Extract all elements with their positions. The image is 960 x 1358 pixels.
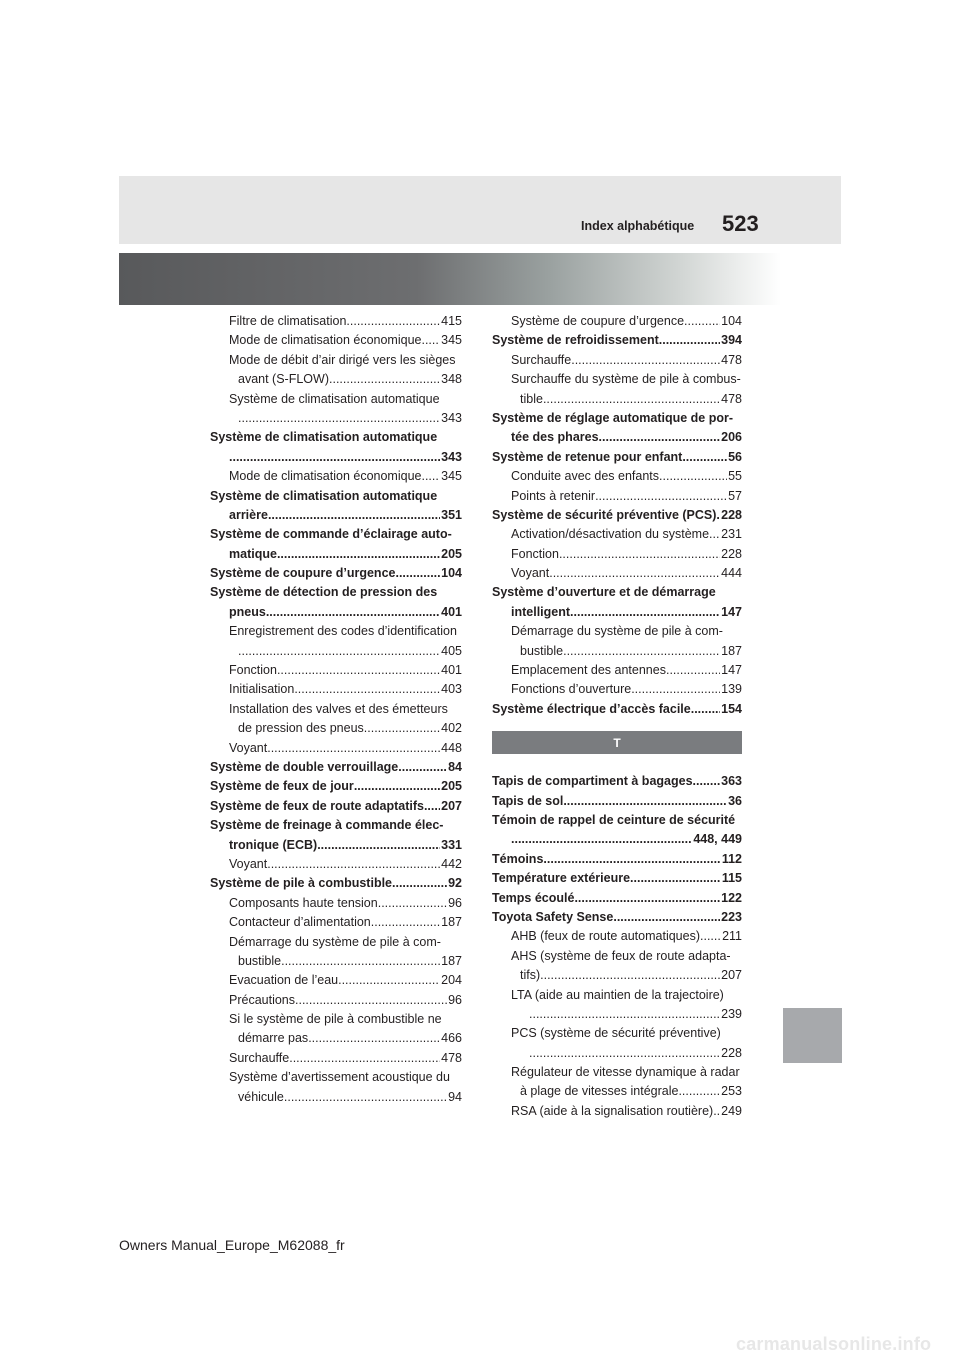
index-entry xyxy=(210,545,462,564)
index-entry-page: 401 xyxy=(441,663,462,678)
index-entry xyxy=(210,525,462,544)
index-entry xyxy=(210,428,462,447)
index-entry-text: Système de climatisation automatique xyxy=(229,391,440,406)
index-entry-text: intelligent xyxy=(511,604,571,619)
index-entry-page: 363 xyxy=(721,774,742,789)
index-entry xyxy=(492,1082,742,1101)
dot-leader xyxy=(563,792,727,811)
dot-leader xyxy=(284,1088,447,1107)
dot-leader xyxy=(346,312,440,331)
index-entry-text: Système d’avertissement acoustique du xyxy=(229,1070,450,1085)
dot-leader xyxy=(354,777,440,796)
dot-leader xyxy=(266,603,440,622)
index-entry-page: 147 xyxy=(721,663,742,678)
index-entry-text: Voyant xyxy=(229,856,268,871)
index-entry-page: 348 xyxy=(441,372,462,387)
index-entry xyxy=(492,506,742,525)
chapter-side-tab xyxy=(783,1008,842,1063)
index-entry-text: Toyota Safety Sense xyxy=(492,909,614,924)
index-entry-text: Système de sécurité préventive (PCS) xyxy=(492,507,717,522)
index-entry-text: AHS (système de feux de route adapta- xyxy=(511,948,731,963)
index-entry-page: 402 xyxy=(441,721,462,736)
footer-document-id: Owners Manual_Europe_M62088_fr xyxy=(119,1237,345,1253)
index-entry xyxy=(492,409,742,428)
index-entry-text: matique xyxy=(229,546,277,561)
dot-leader xyxy=(693,772,721,791)
index-entry xyxy=(492,448,742,467)
page-number: 523 xyxy=(722,211,759,236)
index-entry-text: LTA (aide au maintien de la trajectoire) xyxy=(511,987,724,1002)
index-entry-page: 478 xyxy=(441,1050,462,1065)
index-entry xyxy=(492,966,742,985)
index-entry-text: Composants haute tension xyxy=(229,895,378,910)
index-entry xyxy=(210,642,462,661)
decorative-gradient-band xyxy=(119,253,781,305)
index-entry xyxy=(210,409,462,428)
index-entry-text: Fonction xyxy=(229,663,277,678)
index-entry xyxy=(492,467,742,486)
index-entry xyxy=(492,889,742,908)
index-entry-page: 343 xyxy=(441,449,462,464)
index-entry-text: Système de freinage à commande élec- xyxy=(210,818,444,833)
dot-leader xyxy=(574,889,720,908)
index-entry-text: Tapis de compartiment à bagages xyxy=(492,774,693,789)
index-entry-page: 466 xyxy=(441,1031,462,1046)
index-entry xyxy=(210,370,462,389)
index-entry-page: 249 xyxy=(721,1103,742,1118)
index-entry-text: Temps écoulé xyxy=(492,890,575,905)
index-entry xyxy=(492,525,742,544)
index-entry-text: Système électrique d’accès facile xyxy=(492,701,691,716)
dot-leader xyxy=(613,908,720,927)
index-entry-text: Système de pile à combustible xyxy=(210,876,393,891)
index-entry-text: tronique (ECB) xyxy=(229,837,318,852)
index-entry xyxy=(210,933,462,952)
index-entry xyxy=(492,603,742,622)
dot-leader xyxy=(659,331,720,350)
index-entry-page: 147 xyxy=(721,604,742,619)
dot-leader xyxy=(229,448,440,467)
index-entry xyxy=(492,850,742,869)
dot-leader xyxy=(424,797,440,816)
index-entry-text: Système d’ouverture et de démarrage xyxy=(492,585,716,600)
dot-leader xyxy=(238,409,440,428)
index-entry xyxy=(492,331,742,350)
index-entry xyxy=(210,719,462,738)
index-entry-page: 96 xyxy=(448,992,462,1007)
index-entry xyxy=(210,816,462,835)
index-entry-text: véhicule xyxy=(238,1089,284,1104)
index-entry-page: 331 xyxy=(441,837,462,852)
index-entry xyxy=(492,583,742,602)
index-entry-page: 206 xyxy=(721,430,742,445)
index-entry-page: 115 xyxy=(721,871,742,886)
index-entry xyxy=(210,855,462,874)
dot-leader xyxy=(631,680,720,699)
index-entry-text: tible xyxy=(520,391,543,406)
index-entry xyxy=(210,467,462,486)
index-entry-text: Précautions xyxy=(229,992,296,1007)
index-entry-text: Tapis de sol xyxy=(492,793,564,808)
index-entry-text: Emplacement des antennes xyxy=(511,663,666,678)
index-entry-page: 228 xyxy=(721,507,742,522)
dot-leader xyxy=(329,370,440,389)
index-entry xyxy=(210,758,462,777)
index-entry-text: pneus xyxy=(229,604,266,619)
dot-leader xyxy=(267,855,440,874)
index-entry xyxy=(492,986,742,1005)
index-entry-text: Points à retenir xyxy=(511,488,596,503)
index-entry-text: à plage de vitesses intégrale xyxy=(520,1084,679,1099)
index-entry-page: 55 xyxy=(728,469,742,484)
dot-leader xyxy=(295,991,447,1010)
index-entry-page: 253 xyxy=(721,1084,742,1099)
index-entry-text: Evacuation de l’eau xyxy=(229,973,339,988)
index-column-left xyxy=(210,312,462,1107)
index-entry xyxy=(492,772,742,791)
index-entry-page: 205 xyxy=(441,779,462,794)
dot-leader xyxy=(277,545,440,564)
index-entry-page: 207 xyxy=(441,798,462,813)
index-entry-text: Filtre de climatisation xyxy=(229,314,347,328)
index-entry xyxy=(210,312,462,331)
index-entry-page: 139 xyxy=(721,682,742,697)
index-entry-page: 405 xyxy=(441,643,462,658)
index-entry xyxy=(492,370,742,389)
index-entry xyxy=(210,874,462,893)
index-entry-text: Système de feux de jour xyxy=(210,779,354,794)
index-entry-page: 84 xyxy=(448,759,462,774)
index-entry-page: 415 xyxy=(441,314,462,328)
index-entry xyxy=(492,680,742,699)
index-entry-text: tée des phares xyxy=(511,430,599,445)
index-entry xyxy=(210,913,462,932)
dot-leader xyxy=(395,564,440,583)
index-entry-text: RSA (aide à la signalisation routière) xyxy=(511,1103,714,1118)
dot-leader xyxy=(595,487,727,506)
index-entry xyxy=(210,836,462,855)
index-entry-text: Mode de climatisation économique xyxy=(229,333,422,348)
index-entry-page: 478 xyxy=(721,391,742,406)
index-entry xyxy=(492,792,742,811)
index-entry-page: 448 xyxy=(441,740,462,755)
dot-leader xyxy=(398,758,447,777)
index-entry xyxy=(210,622,462,641)
index-entry-text: Régulateur de vitesse dynamique à radar xyxy=(511,1065,740,1080)
index-entry xyxy=(492,351,742,370)
index-entry-page: 94 xyxy=(448,1089,462,1104)
dot-leader xyxy=(511,830,692,849)
index-group-s-continued xyxy=(492,312,742,719)
index-entry-text: de pression des pneus xyxy=(238,721,364,736)
index-entry xyxy=(492,642,742,661)
index-entry-text: Voyant xyxy=(229,740,268,755)
index-entry-text: Fonctions d’ouverture xyxy=(511,682,632,697)
index-entry-page: 56 xyxy=(728,449,742,464)
index-entry-page: 187 xyxy=(441,915,462,930)
index-entry xyxy=(210,894,462,913)
index-entry xyxy=(210,739,462,758)
index-entry xyxy=(492,869,742,888)
index-entry-text: bustible xyxy=(520,643,564,658)
index-entry-text: démarre pas xyxy=(238,1031,309,1046)
index-entry-text: Activation/désactivation du système xyxy=(511,527,710,542)
dot-leader xyxy=(599,428,721,447)
index-entry xyxy=(210,1029,462,1048)
index-entry-text: Système de double verrouillage xyxy=(210,759,399,774)
dot-leader xyxy=(543,390,720,409)
index-entry-text: Voyant xyxy=(511,566,550,581)
index-entry xyxy=(210,448,462,467)
index-entry-page: 478 xyxy=(721,352,742,367)
index-entry-page: 92 xyxy=(448,876,462,891)
index-entry-text: Système de climatisation automatique xyxy=(210,488,438,503)
index-entry-page: 394 xyxy=(721,333,742,348)
index-entry-page: 154 xyxy=(721,701,742,716)
index-entry-page: 36 xyxy=(728,793,742,808)
index-entry xyxy=(210,700,462,719)
index-entry-page: 228 xyxy=(721,1045,742,1060)
dot-leader xyxy=(700,927,721,946)
index-entry xyxy=(492,545,742,564)
dot-leader xyxy=(659,467,727,486)
index-entry xyxy=(492,564,742,583)
index-entry xyxy=(210,1010,462,1029)
dot-leader xyxy=(529,1005,720,1024)
index-entry-text: arrière xyxy=(229,507,268,522)
letter-heading-t: T xyxy=(492,731,742,754)
watermark: carmanualsonline.info xyxy=(736,1334,932,1354)
index-entry-text: Enregistrement des codes d’identification xyxy=(229,624,457,639)
index-column-right xyxy=(492,312,742,1121)
index-entry xyxy=(492,622,742,641)
index-entry xyxy=(492,661,742,680)
index-entry-page: 187 xyxy=(721,643,742,658)
index-entry xyxy=(210,603,462,622)
index-entry-text: Fonction xyxy=(511,546,559,561)
dot-leader xyxy=(540,966,720,985)
index-entry xyxy=(492,312,742,331)
index-entry-page: 211 xyxy=(722,929,742,944)
dot-leader xyxy=(338,971,440,990)
index-entry xyxy=(492,1102,742,1121)
index-entry-text: Surchauffe du système de pile à combus- xyxy=(511,372,741,387)
dot-leader xyxy=(268,506,440,525)
index-entry xyxy=(210,506,462,525)
index-entry xyxy=(210,797,462,816)
index-entry xyxy=(210,661,462,680)
index-entry xyxy=(210,680,462,699)
index-entry-text: Système de refroidissement xyxy=(492,333,659,348)
index-entry xyxy=(492,700,742,719)
index-entry-text: Température extérieure xyxy=(492,871,631,886)
dot-leader xyxy=(571,351,720,370)
index-entry-text: AHB (feux de route automatiques) xyxy=(511,929,700,944)
index-entry xyxy=(492,811,742,830)
index-entry-page: 448, 449 xyxy=(693,832,742,847)
dot-leader xyxy=(682,448,727,467)
index-entry-text: Système de coupure d’urgence xyxy=(511,314,685,328)
index-entry xyxy=(492,1024,742,1043)
dot-leader xyxy=(281,952,440,971)
index-entry-text: Installation des valves et des émetteurs xyxy=(229,701,448,716)
index-entry xyxy=(492,927,742,946)
index-entry xyxy=(210,777,462,796)
index-entry-page: 345 xyxy=(441,469,462,484)
index-entry xyxy=(492,390,742,409)
dot-leader xyxy=(549,564,720,583)
index-entry xyxy=(492,1005,742,1024)
index-group-t xyxy=(492,772,742,1121)
index-entry-text: Mode de débit d’air dirigé vers les sièges xyxy=(229,352,456,367)
index-entry-page: 204 xyxy=(441,973,462,988)
index-entry xyxy=(210,971,462,990)
index-entry-page: 343 xyxy=(441,410,462,425)
index-entry-text: Système de feux de route adaptatifs xyxy=(210,798,424,813)
dot-leader xyxy=(364,719,440,738)
index-entry-text: Contacteur d’alimentation xyxy=(229,915,371,930)
index-entry-text: Système de retenue pour enfant xyxy=(492,449,683,464)
dot-leader xyxy=(709,525,720,544)
dot-leader xyxy=(691,700,720,719)
index-entry-text: avant (S-FLOW) xyxy=(238,372,329,387)
index-entry-page: 228 xyxy=(721,546,742,561)
dot-leader xyxy=(289,1049,440,1068)
index-entry xyxy=(210,564,462,583)
index-entry-text: Surchauffe xyxy=(511,352,572,367)
index-entry-page: 187 xyxy=(441,953,462,968)
dot-leader xyxy=(570,603,720,622)
index-entry xyxy=(210,583,462,602)
index-entry xyxy=(210,1049,462,1068)
index-entry xyxy=(492,908,742,927)
index-entry-page: 207 xyxy=(721,968,742,983)
dot-leader xyxy=(294,680,440,699)
dot-leader xyxy=(421,331,440,350)
dot-leader xyxy=(630,869,721,888)
index-entry-text: Système de réglage automatique de por- xyxy=(492,410,734,425)
index-entry xyxy=(210,991,462,1010)
index-entry xyxy=(492,1063,742,1082)
index-entry-text: Surchauffe xyxy=(229,1050,290,1065)
dot-leader xyxy=(277,661,440,680)
index-entry-text: bustible xyxy=(238,953,282,968)
index-entry xyxy=(210,487,462,506)
index-entry-page: 345 xyxy=(441,333,462,348)
index-entry-page: 96 xyxy=(448,895,462,910)
dot-leader xyxy=(378,894,447,913)
dot-leader xyxy=(666,661,720,680)
dot-leader xyxy=(713,1102,720,1121)
index-entry xyxy=(210,952,462,971)
index-entry-text: Démarrage du système de pile à com- xyxy=(511,624,723,639)
dot-leader xyxy=(308,1029,440,1048)
index-entry-text: Conduite avec des enfants xyxy=(511,469,660,484)
section-title: Index alphabétique xyxy=(581,219,695,233)
index-entry-text: Système de détection de pression des xyxy=(210,585,438,600)
index-entry-text: Système de coupure d’urgence xyxy=(210,566,396,581)
dot-leader xyxy=(543,850,720,869)
dot-leader xyxy=(371,913,440,932)
index-entry xyxy=(492,1044,742,1063)
index-entry-page: 104 xyxy=(441,566,462,581)
index-entry-text: Démarrage du système de pile à com- xyxy=(229,934,441,949)
index-entry-page: 104 xyxy=(721,314,742,328)
index-entry-text: Témoin de rappel de ceinture de sécurité xyxy=(492,812,736,827)
index-entry xyxy=(492,487,742,506)
index-entry xyxy=(210,351,462,370)
index-entry-page: 403 xyxy=(441,682,462,697)
index-entry-text: PCS (système de sécurité préventive) xyxy=(511,1026,721,1041)
dot-leader xyxy=(678,1082,720,1101)
dot-leader xyxy=(559,545,720,564)
index-entry-page: 122 xyxy=(721,890,742,905)
index-entry-page: 205 xyxy=(441,546,462,561)
dot-leader xyxy=(421,467,440,486)
index-entry-page: 112 xyxy=(721,851,742,866)
index-entry xyxy=(492,830,742,849)
index-entry-page: 351 xyxy=(441,507,462,522)
index-entry-text: Mode de climatisation économique xyxy=(229,469,422,484)
index-entry-page: 223 xyxy=(721,909,742,924)
index-entry-page: 442 xyxy=(441,856,462,871)
index-entry xyxy=(210,390,462,409)
index-entry xyxy=(492,428,742,447)
index-entry-page: 57 xyxy=(728,488,742,503)
index-entry-text: Témoins xyxy=(492,851,544,866)
index-entry-text: Initialisation xyxy=(229,682,295,697)
dot-leader xyxy=(317,836,440,855)
dot-leader xyxy=(529,1044,720,1063)
index-entry-page: 444 xyxy=(721,566,742,581)
index-entry-page: 239 xyxy=(721,1006,742,1021)
index-entry xyxy=(210,1068,462,1087)
dot-leader xyxy=(563,642,720,661)
index-entry-text: Si le système de pile à combustible ne xyxy=(229,1012,442,1027)
index-entry-page: 231 xyxy=(721,527,742,542)
index-entry xyxy=(492,947,742,966)
index-entry xyxy=(210,331,462,350)
index-entry-page: 401 xyxy=(441,604,462,619)
dot-leader xyxy=(238,642,440,661)
index-entry xyxy=(210,1088,462,1107)
dot-leader xyxy=(267,739,440,758)
dot-leader xyxy=(392,874,447,893)
index-entry-text: tifs) xyxy=(520,968,541,983)
index-entry-text: Système de commande d’éclairage auto- xyxy=(210,527,452,542)
index-entry-text: Système de climatisation automatique xyxy=(210,430,438,445)
dot-leader xyxy=(684,312,720,331)
